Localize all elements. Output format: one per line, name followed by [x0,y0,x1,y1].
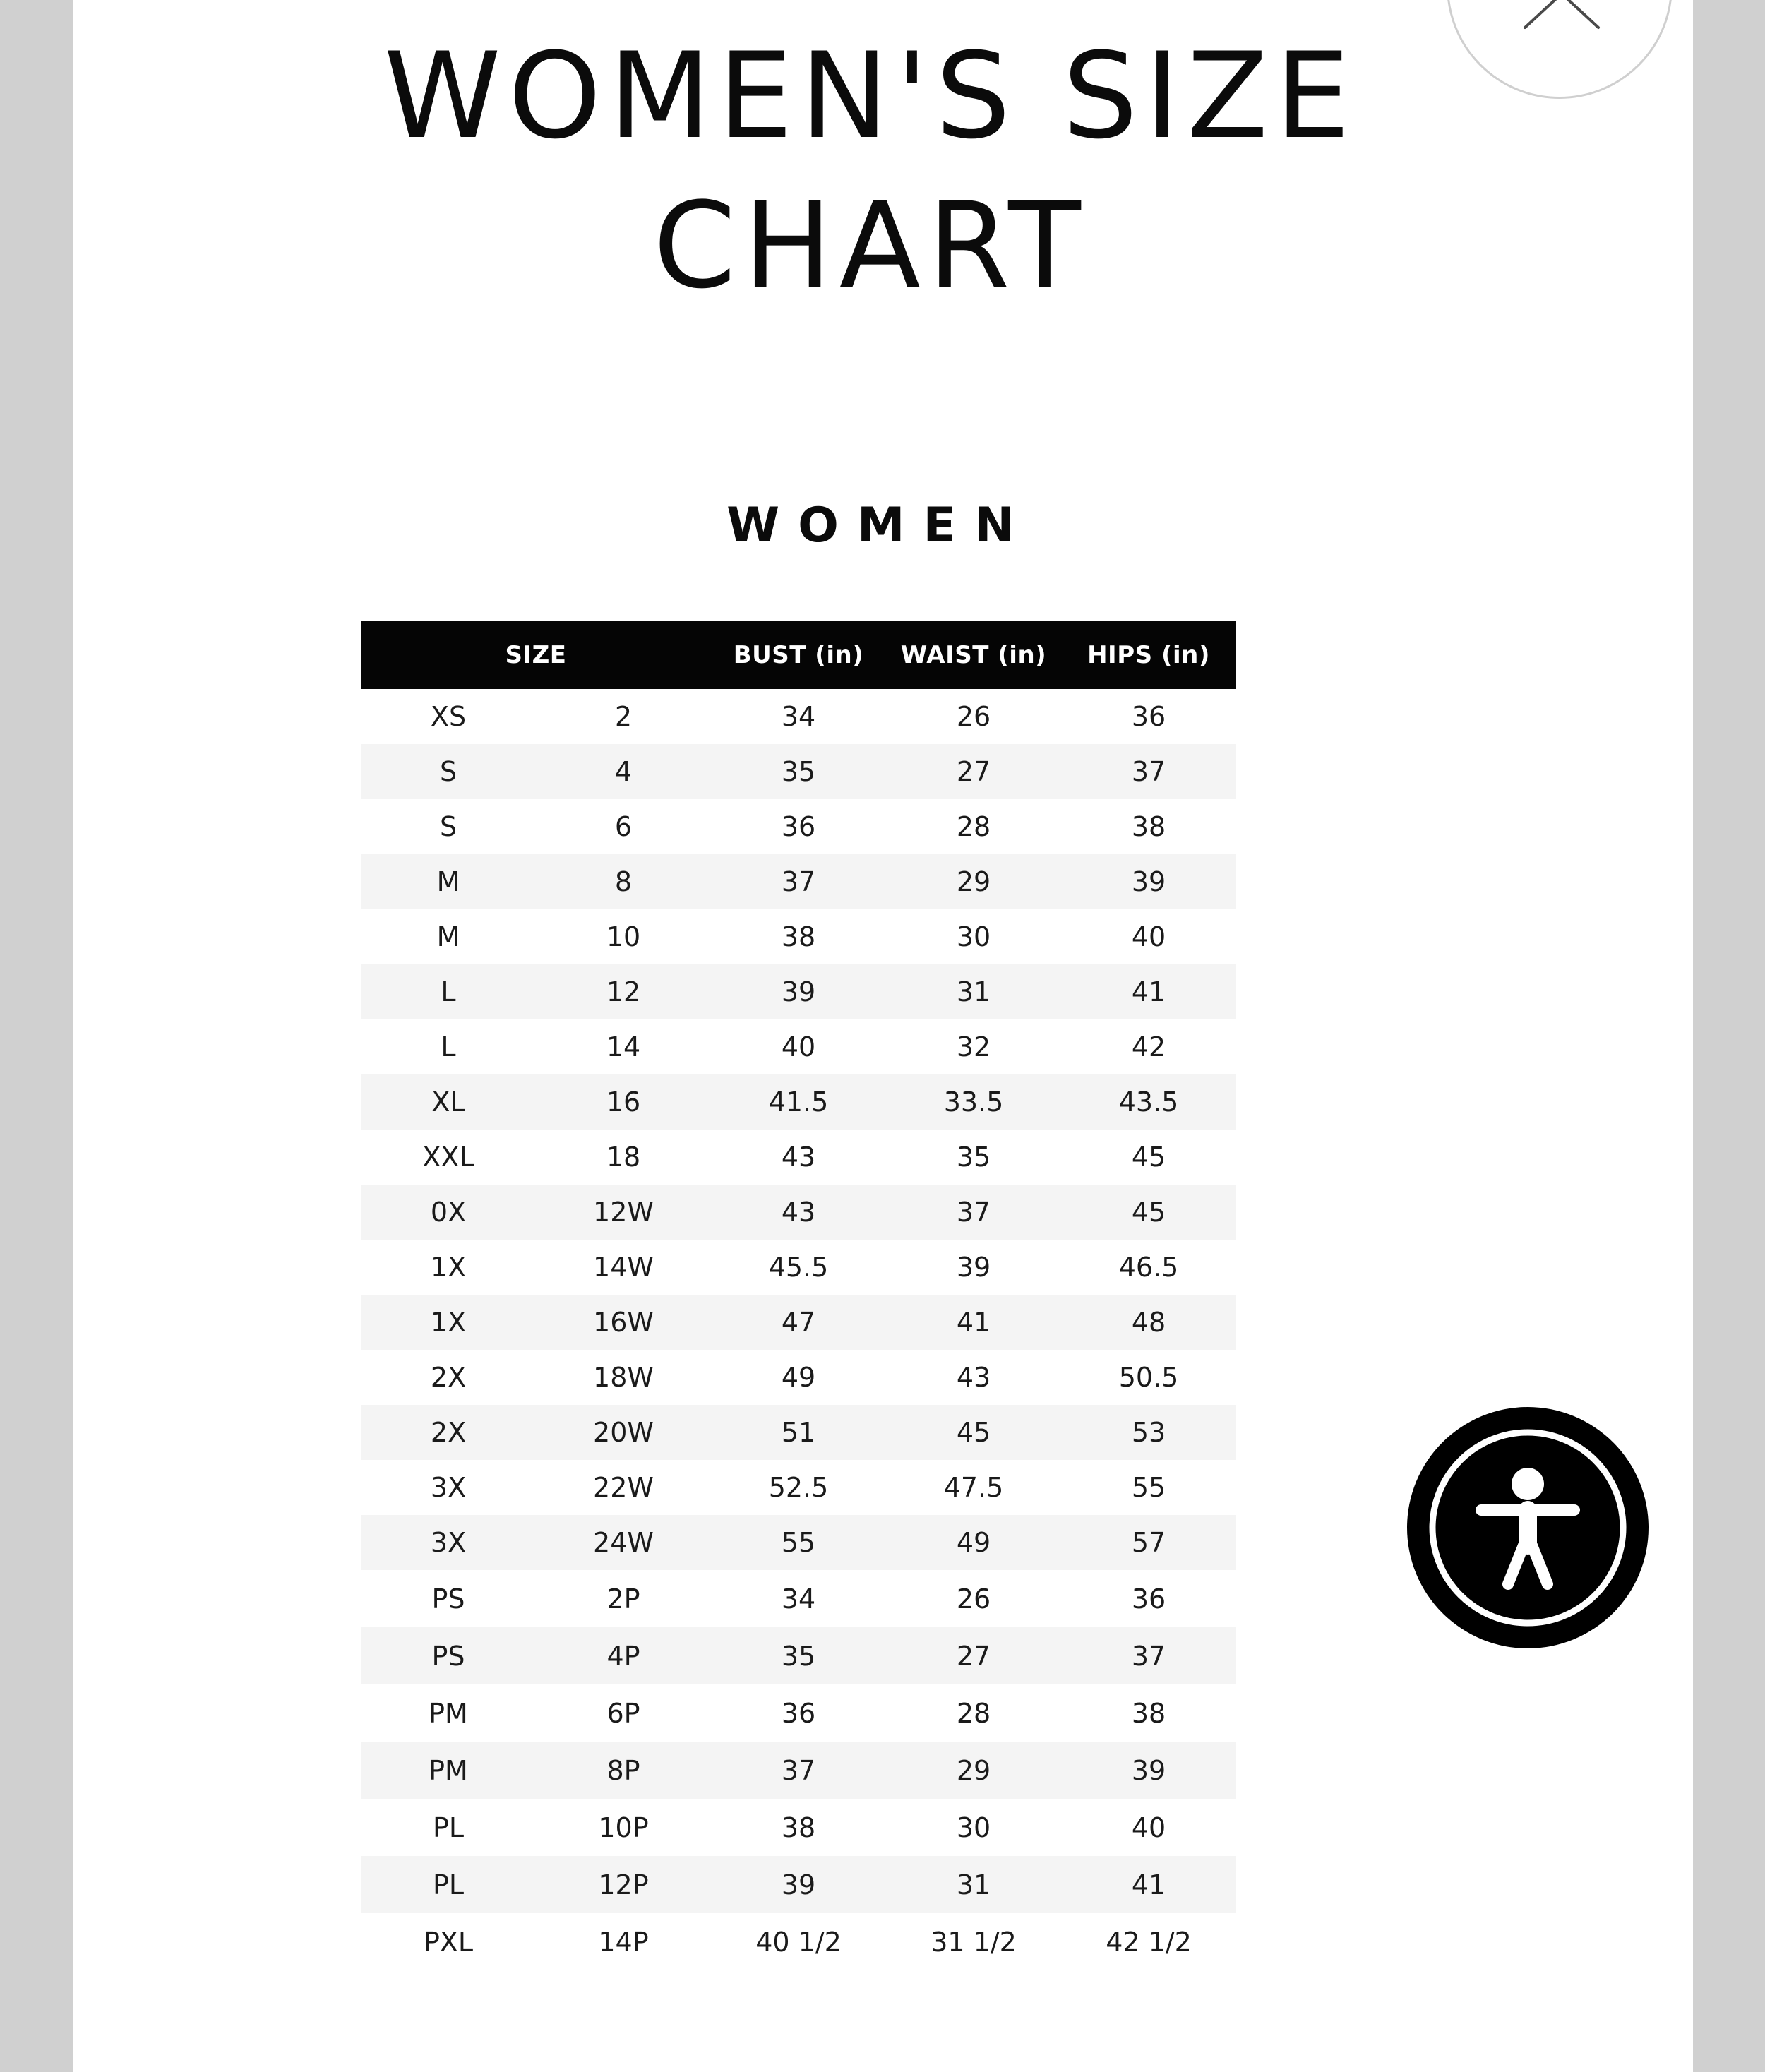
hips-value-cell: 40 [1131,921,1166,952]
table-row [361,1405,1236,1460]
hips-value-cell: 46.5 [1118,1252,1179,1283]
hips-value-cell: 48 [1061,1295,1236,1350]
hips-value-cell: 41 [1061,1856,1236,1913]
page-title-line-2: CHART [653,176,1088,315]
table-row [361,799,1236,854]
bust-value-cell: 38 [781,921,816,952]
bust-value-cell: 37 [711,1742,886,1799]
size-letter-cell: 1X [361,1295,536,1350]
size-number-cell: 6 [614,811,633,842]
size-letter-cell: XL [361,1074,536,1130]
bust-value-cell: 39 [711,1856,886,1913]
size-number-cell: 20W [536,1405,711,1460]
size-letter-cell: M [436,921,460,952]
size-letter-cell: 2X [430,1362,467,1393]
waist-value-cell: 31 [886,964,1061,1019]
bust-value-cell: 41.5 [711,1074,886,1130]
size-letter-cell: 3X [430,1472,467,1503]
section-title: WOMEN [726,498,1033,553]
size-number-cell: 24W [536,1515,711,1570]
size-number-cell: 16W [536,1295,711,1350]
waist-value-cell: 43 [956,1362,991,1393]
size-letter-cell: PL [361,1856,536,1913]
hips-value-cell: 50.5 [1118,1362,1179,1393]
bust-value-cell: 39 [711,964,886,1019]
close-icon [1449,0,1675,101]
table-row [361,1074,1236,1130]
waist-value-cell: 29 [886,854,1061,909]
table-row [361,744,1236,799]
bust-value-cell: 49 [781,1362,816,1393]
page-title [355,21,1386,321]
table-row [361,854,1236,909]
bust-value-cell: 36 [781,811,816,842]
waist-value-cell: 28 [956,811,991,842]
table-body [361,689,1236,1970]
size-letter-cell: L [441,1031,456,1062]
table-row [361,964,1236,1019]
size-letter-cell: PM [361,1742,536,1799]
hips-value-cell: 57 [1061,1515,1236,1570]
table-row [361,1130,1236,1185]
table-row [361,1742,1236,1799]
hips-value-cell: 36 [1131,701,1166,732]
column-header-waist: WAIST (in) [900,641,1047,669]
bust-value-cell: 35 [711,744,886,799]
size-letter-cell: S [361,744,536,799]
size-letter-cell: PL [432,1811,465,1843]
waist-value-cell: 30 [956,1811,991,1843]
table-row [361,1684,1236,1742]
hips-value-cell: 38 [1131,1697,1166,1729]
column-header-bust: BUST (in) [733,641,864,669]
table-row [361,1627,1236,1684]
column-header-size: SIZE [505,641,567,669]
size-letter-cell: XS [430,701,467,732]
bust-value-cell: 45.5 [768,1252,829,1283]
hips-value-cell: 37 [1061,744,1236,799]
hips-value-cell: 40 [1131,1811,1166,1843]
size-number-cell: 8P [536,1742,711,1799]
table-row [361,1913,1236,1970]
size-letter-cell: S [439,811,457,842]
size-letter-cell: PXL [423,1926,474,1958]
size-letter-cell: 0X [361,1185,536,1240]
hips-value-cell: 41 [1061,964,1236,1019]
size-number-cell: 12W [536,1185,711,1240]
hips-value-cell: 36 [1131,1583,1166,1615]
size-letter-cell: PM [429,1697,468,1729]
bust-value-cell: 40 [781,1031,816,1062]
hips-value-cell: 39 [1061,1742,1236,1799]
size-chart-modal [73,0,1693,2072]
size-number-cell: 8 [536,854,711,909]
size-letter-cell: 3X [361,1515,536,1570]
size-letter-cell: PS [361,1627,536,1684]
hips-value-cell: 43.5 [1061,1074,1236,1130]
table-row [361,1460,1236,1515]
waist-value-cell: 41 [886,1295,1061,1350]
bust-value-cell: 47 [711,1295,886,1350]
hips-value-cell: 38 [1131,811,1166,842]
table-row [361,1295,1236,1350]
hips-value-cell: 45 [1061,1185,1236,1240]
table-row [361,1019,1236,1074]
waist-value-cell: 45 [886,1405,1061,1460]
size-number-cell: 14P [598,1926,649,1958]
bust-value-cell: 36 [781,1697,816,1729]
accessibility-icon [1407,1407,1649,1648]
table-row [361,1570,1236,1627]
size-number-cell: 14 [606,1031,641,1062]
bust-value-cell: 35 [711,1627,886,1684]
waist-value-cell: 27 [886,744,1061,799]
size-number-cell: 4P [536,1627,711,1684]
table-row [361,1185,1236,1240]
size-number-cell: 14W [593,1252,654,1283]
table-row [361,1799,1236,1856]
hips-value-cell: 53 [1061,1405,1236,1460]
waist-value-cell: 30 [956,921,991,952]
table-row [361,1240,1236,1295]
hips-value-cell: 42 1/2 [1106,1926,1192,1958]
hips-value-cell: 45 [1131,1142,1166,1173]
size-letter-cell: PS [431,1583,465,1615]
size-letter-cell: L [361,964,536,1019]
table-row [361,1515,1236,1570]
size-number-cell: 18W [593,1362,654,1393]
waist-value-cell: 37 [886,1185,1061,1240]
size-letter-cell: M [361,854,536,909]
waist-value-cell: 28 [956,1697,991,1729]
size-number-cell: 10 [606,921,641,952]
size-number-cell: 12P [536,1856,711,1913]
size-number-cell: 18 [606,1142,641,1173]
hips-value-cell: 55 [1131,1472,1166,1503]
waist-value-cell: 39 [956,1252,991,1283]
waist-value-cell: 27 [886,1627,1061,1684]
size-letter-cell: XXL [422,1142,474,1173]
bust-value-cell: 34 [781,701,816,732]
table-row [361,689,1236,744]
bust-value-cell: 51 [711,1405,886,1460]
size-number-cell: 16 [536,1074,711,1130]
size-number-cell: 22W [593,1472,654,1503]
column-header-hips: HIPS (in) [1087,641,1210,669]
close-button[interactable] [1447,0,1673,99]
hips-value-cell: 37 [1061,1627,1236,1684]
size-number-cell: 6P [606,1697,640,1729]
waist-value-cell: 47.5 [943,1472,1004,1503]
table-row [361,1856,1236,1913]
waist-value-cell: 26 [956,1583,991,1615]
bust-value-cell: 37 [711,854,886,909]
table-row [361,1350,1236,1405]
hips-value-cell: 42 [1131,1031,1166,1062]
size-number-cell: 2P [606,1583,640,1615]
bust-value-cell: 38 [781,1811,816,1843]
waist-value-cell: 32 [956,1031,991,1062]
size-number-cell: 4 [536,744,711,799]
waist-value-cell: 33.5 [886,1074,1061,1130]
hips-value-cell: 39 [1061,854,1236,909]
bust-value-cell: 55 [711,1515,886,1570]
size-number-cell: 12 [536,964,711,1019]
waist-value-cell: 26 [956,701,991,732]
size-table [361,621,1236,1970]
waist-value-cell: 35 [956,1142,991,1173]
waist-value-cell: 49 [886,1515,1061,1570]
bust-value-cell: 43 [711,1185,886,1240]
size-letter-cell: 2X [361,1405,536,1460]
accessibility-button[interactable] [1407,1407,1649,1648]
waist-value-cell: 29 [886,1742,1061,1799]
bust-value-cell: 34 [781,1583,816,1615]
waist-value-cell: 31 1/2 [931,1926,1017,1958]
table-header-row [361,621,1236,689]
waist-value-cell: 31 [886,1856,1061,1913]
page-title-line-1: WOMEN'S SIZE [383,27,1358,165]
table-row [361,909,1236,964]
bust-value-cell: 43 [781,1142,816,1173]
size-letter-cell: 1X [430,1252,467,1283]
bust-value-cell: 40 1/2 [755,1926,842,1958]
size-number-cell: 2 [614,701,633,732]
size-number-cell: 10P [598,1811,649,1843]
bust-value-cell: 52.5 [768,1472,829,1503]
